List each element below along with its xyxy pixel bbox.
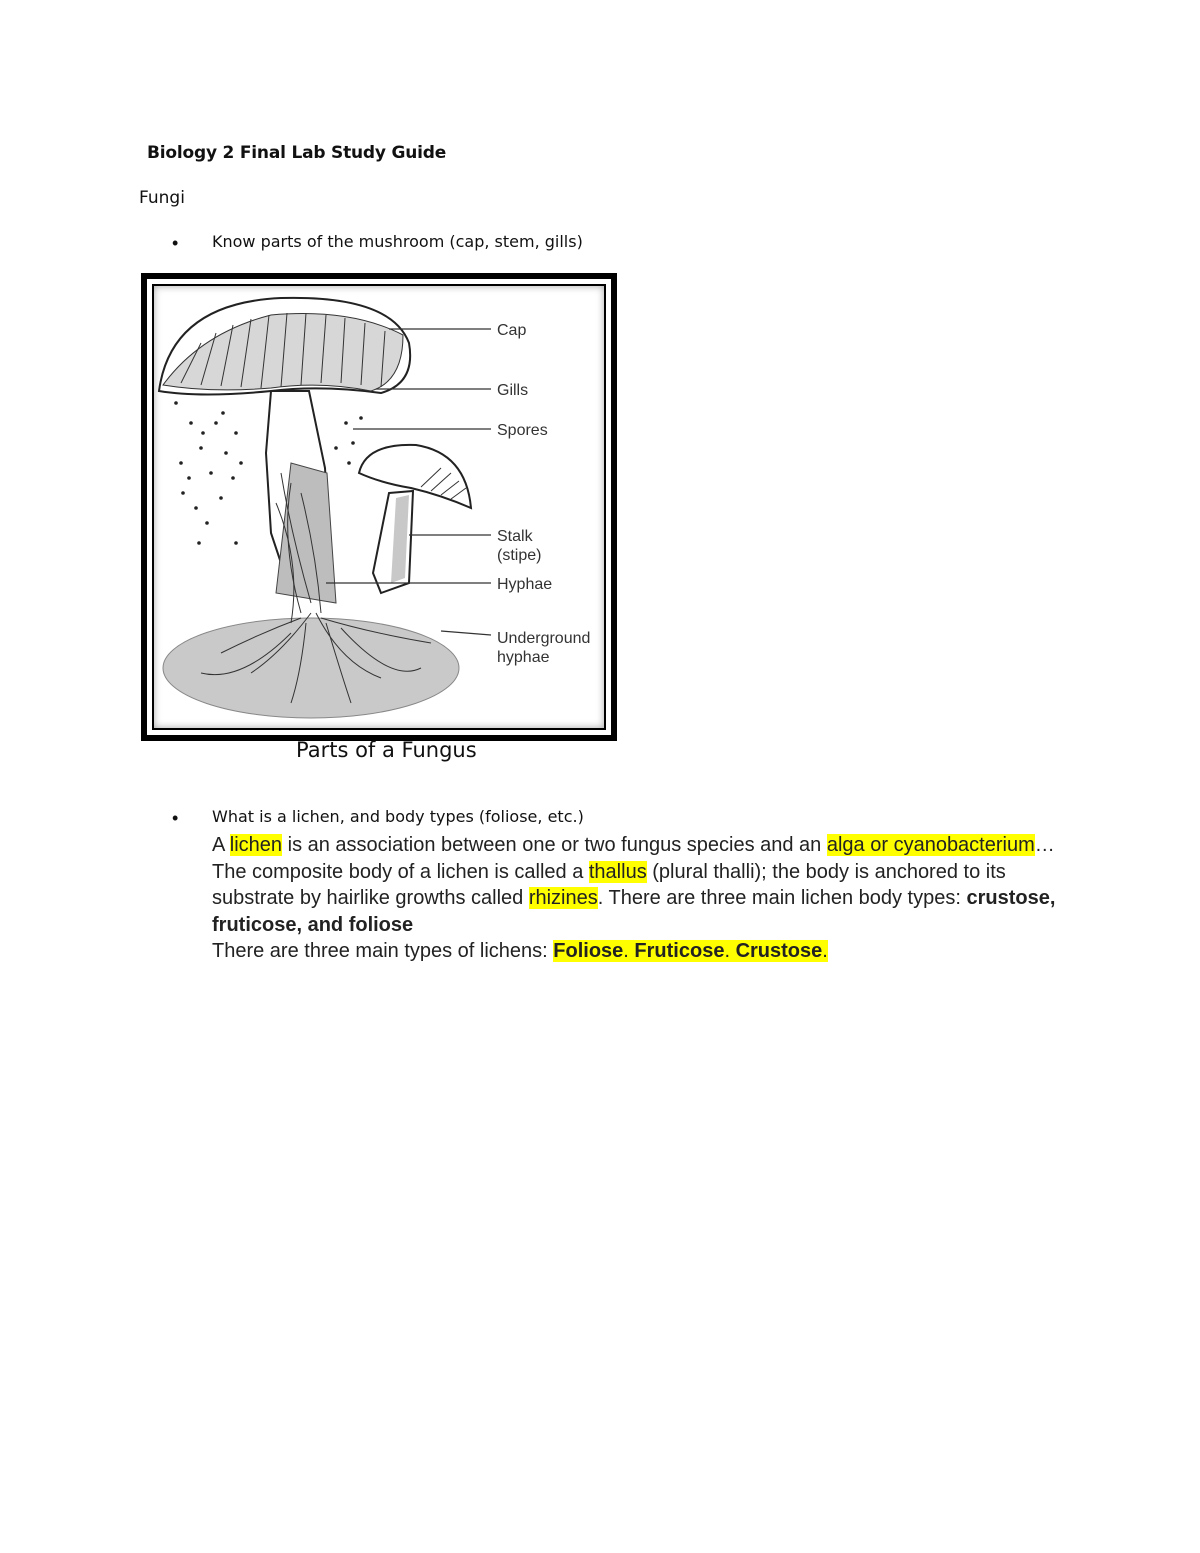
mushroom-diagram	[141, 273, 617, 741]
document-title: Biology 2 Final Lab Study Guide	[147, 143, 447, 163]
bullet-text: What is a lichen, and body types (foliose, etc.)	[212, 807, 584, 826]
bullet-icon: •	[172, 808, 179, 828]
label-stipe: (stipe)	[497, 547, 542, 564]
text-run: (plural thalli); the body is anchored to its substrate by hairlike growths called	[212, 860, 1006, 909]
bullet-icon: •	[172, 233, 179, 253]
text-run: is an association between one or two fungus species and an	[282, 834, 827, 856]
bold-body-types: crustose, fruticose, and foliose	[212, 887, 1056, 936]
text-run: There are three main types of lichens:	[212, 940, 554, 962]
highlight-foliose: Foliose	[553, 940, 624, 962]
label-underground: Underground	[497, 630, 591, 647]
label-underground-hyphae: hyphae	[497, 649, 550, 666]
bullet-text: Know parts of the mushroom (cap, stem, gills)	[212, 232, 583, 251]
fungus-figure	[141, 273, 617, 741]
lichen-paragraph	[212, 832, 1072, 965]
label-stalk: Stalk	[497, 528, 533, 545]
soil-area	[163, 618, 459, 718]
highlight-fruticose: Fruticose	[634, 940, 725, 962]
small-cap	[359, 445, 471, 508]
figure-caption: Parts of a Fungus	[296, 738, 477, 762]
label-cap: Cap	[497, 322, 527, 339]
end-period: .	[822, 940, 828, 962]
text-run: A	[212, 834, 230, 856]
label-spores: Spores	[497, 422, 548, 439]
highlight-thallus: thallus	[588, 860, 647, 883]
separator: .	[724, 940, 736, 962]
label-gills: Gills	[497, 382, 529, 399]
separator: .	[623, 940, 635, 962]
text-run: … The composite body of a lichen is called a	[212, 834, 1055, 883]
highlight-rhizines: rhizines	[528, 887, 598, 909]
highlight-alga: alga or cyanobacterium	[826, 834, 1035, 856]
section-heading: Fungi	[139, 188, 185, 208]
text-run: . There are three main lichen body types:	[597, 887, 967, 909]
highlight-crustose: Crustose	[735, 940, 823, 962]
highlight-lichen: lichen	[229, 834, 283, 856]
label-hyphae: Hyphae	[497, 576, 553, 593]
